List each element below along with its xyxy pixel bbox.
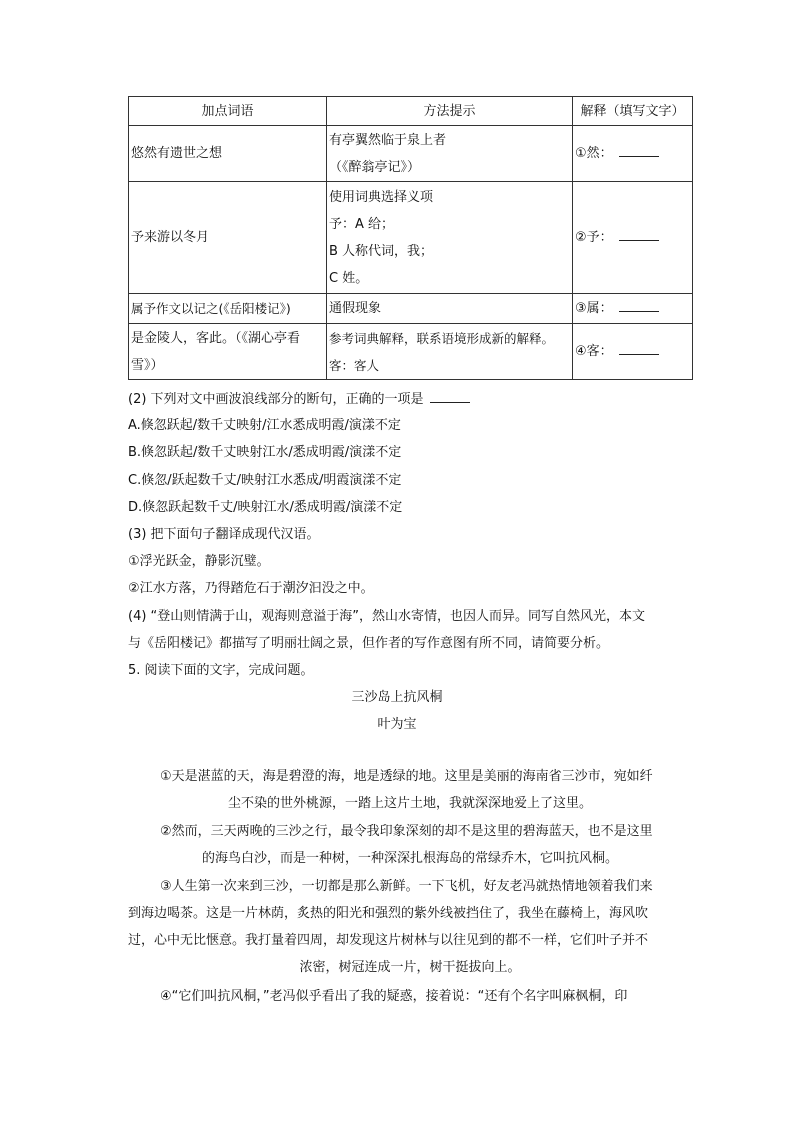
answer-blank — [619, 299, 659, 312]
vocabulary-table — [128, 96, 693, 380]
row2-hint: 使用词典选择义项 予：A 给； B 人称代词，我； C 姓。 — [327, 182, 573, 294]
article-paragraph-2: ②然而，三天两晚的三沙之行，最令我印象深刻的却不是这里的碧海蓝天，也不是这里 的海鸟白沙，而是一种树，一种深深扎根海岛的常绿乔木，它叫抗风桐。 — [160, 824, 653, 866]
translate-item-1: ①浮光跃金，静影沉璧。 — [128, 554, 270, 569]
article-paragraph-1: ①天是湛蓝的天，海是碧澄的海，地是透绿的地。这里是美丽的海南省三沙市，宛如纤 尘不染的世外桃源，一踏上这片土地，我就深深地爱上了这里。 — [160, 769, 653, 811]
question-2-stem: (2) 下列对文中画波浪线部分的断句，正确的一项是 — [128, 388, 470, 407]
row4-hint: 参考词典解释，联系语境形成新的解释。 客：客人 — [327, 324, 573, 380]
article-paragraph-4: ④“它们叫抗风桐，”老冯似乎看出了我的疑惑，接着说：“还有个名字叫麻枫桐，印 — [160, 989, 628, 1004]
question-4-line-1: (4) “登山则情满于山，观海则意溢于海”，然山水寄情，也因人而异。同写自然风光，本文 — [128, 609, 646, 624]
row3-word: 属予作文以记之(《岳阳楼记》) — [129, 294, 327, 324]
row4-word: 是金陵人，客此。（《湖心亭看雪》） — [129, 324, 327, 380]
row1-hint: 有亭翼然临于泉上者 （《醉翁亭记》） — [327, 126, 573, 182]
header-hint: 方法提示 — [327, 97, 573, 126]
row1-answer: ①然： — [573, 126, 693, 182]
row3-hint: 通假现象 — [327, 294, 573, 324]
article-paragraph-3: ③人生第一次来到三沙，一切都是那么新鲜。一下飞机，好友老冯就热情地领着我们来 到海边喝茶。这是一片林荫，炙热的阳光和强烈的紫外线被挡住了，我坐在藤椅上，海风吹 过，心中无比惬意。我打量着四周，却发现这片树林与以往见到的都不一样，它们叶子并不 浓密，树冠连成一片，树干挺拔向上。 — [128, 879, 653, 975]
row2-word: 予来游以冬月 — [129, 182, 327, 294]
option-d: D.倏忽跃起数千丈/映射江水/悉成明霞/演漾不定 — [128, 500, 403, 515]
row1-word: 悠然有遗世之想 — [129, 126, 327, 182]
header-word: 加点词语 — [129, 97, 327, 126]
option-b: B.倏忽跃起/数千丈映射江水/悉成明霞/演漾不定 — [128, 445, 402, 460]
option-c: C.倏忽/跃起数千丈/映射江水悉成/明霞演漾不定 — [128, 473, 402, 488]
header-answer: 解释（填写文字） — [573, 97, 693, 126]
question-4-line-2: 与《岳阳楼记》都描写了明丽壮阔之景，但作者的写作意图有所不同，请简要分析。 — [128, 636, 610, 651]
article-title: 三沙岛上抗风桐 — [351, 690, 443, 705]
answer-blank — [619, 228, 659, 241]
option-a: A.倏忽跃起/数千丈映射/江水悉成明霞/演漾不定 — [128, 418, 401, 433]
article-author: 叶为宝 — [377, 717, 417, 732]
row2-answer: ②予： — [573, 182, 693, 294]
row4-answer: ④客： — [573, 324, 693, 380]
translate-item-2: ②江水方落，乃得踏危石于潮汐汩没之中。 — [128, 581, 374, 596]
question-5-stem: 5. 阅读下面的文字，完成问题。 — [128, 663, 314, 678]
answer-blank — [430, 390, 470, 403]
answer-blank — [619, 144, 659, 157]
answer-blank — [619, 342, 659, 355]
row3-answer: ③属： — [573, 294, 693, 324]
question-3-stem: (3) 把下面句子翻译成现代汉语。 — [128, 527, 320, 542]
